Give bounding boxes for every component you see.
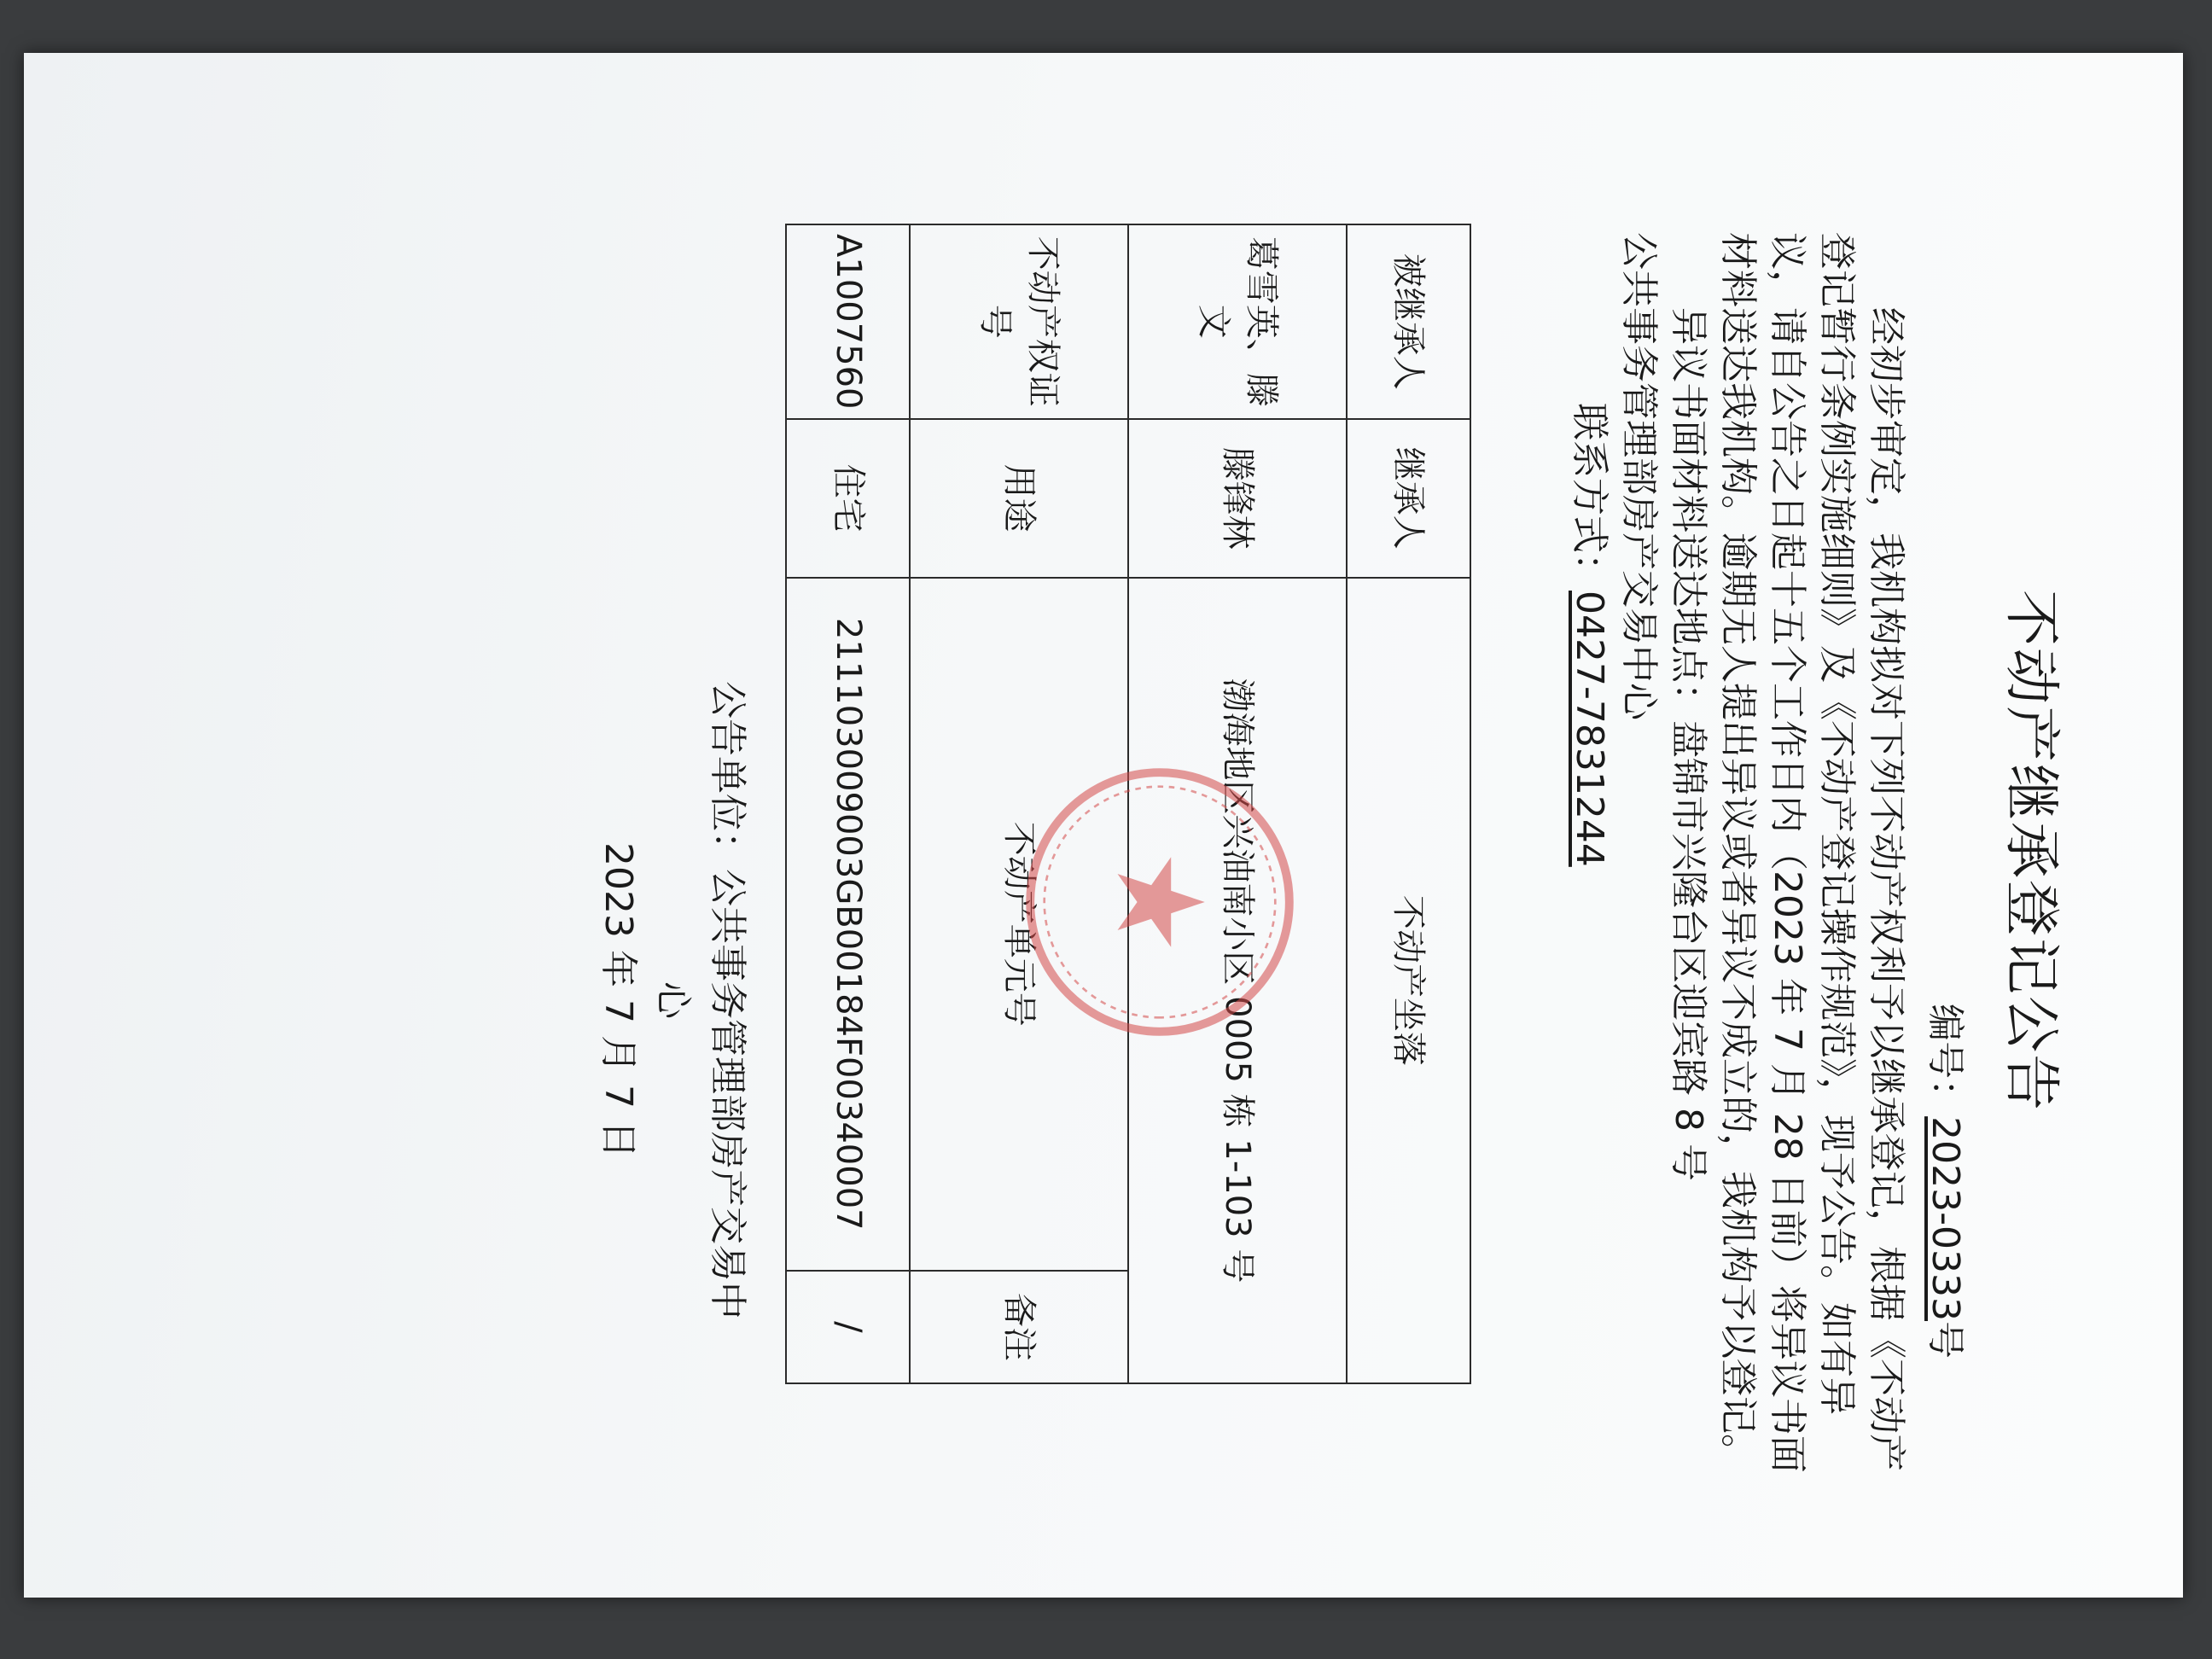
header-decedent: 被继承人 [1347, 224, 1470, 419]
header-cert-number: 不动产权证号 [910, 224, 1128, 419]
objection-address: 异议书面材料送达地点：盘锦市兴隆台区迎宾路 8 号 [1667, 307, 1710, 1181]
header-heir: 继承人 [1347, 419, 1470, 578]
table-row [786, 224, 910, 1383]
document-number [1922, 1004, 1976, 1359]
contact-label: 联系方式： [1568, 403, 1611, 591]
cell-heir: 滕锋林 [1128, 419, 1347, 578]
notice-document [0, 79, 2137, 1623]
number-value: 2023-0333 [1924, 1116, 1967, 1321]
cell-usage: 住宅 [786, 419, 910, 578]
header-usage: 用途 [910, 419, 1128, 578]
issuing-unit: 公告单位：公共事务管理部房产交易中心 [651, 681, 749, 1319]
cell-cert-number: A1007560 [786, 224, 910, 419]
document-sheet [24, 53, 2183, 1598]
cell-remarks: / [786, 1271, 910, 1383]
number-label: 编号： [1924, 1004, 1967, 1117]
contact-line [1564, 232, 1614, 1478]
issue-date: 2023 年 7 月 7 日 [597, 842, 640, 1158]
official-seal-icon [1019, 761, 1301, 1043]
contact-phone: 0427-7831244 [1568, 591, 1611, 867]
body-paragraph: 经初步审定，我机构拟对下列不动产权利予以继承登记，根据《不动产登记暂行条例实施细则》及《不动产登记操作规范》，现予公告。如有异议，请自公告之日起十五个工作日内（2023 年 7 月 28 日前）将异议书面材料送达我机构。逾期无人提出异议或者异议不成立的，我机构予以登记。 [1716, 232, 1908, 1473]
organization-line: 公共事务管理部房产交易中心 [1617, 232, 1661, 720]
header-location: 不动产坐落 [1347, 578, 1470, 1383]
cell-unit-number: 211103009003GB00184F00340007 [786, 578, 910, 1271]
number-suffix: 号 [1924, 1321, 1967, 1359]
header-remarks: 备注 [910, 1271, 1128, 1383]
table-header-row [1347, 224, 1470, 1383]
cell-decedent: 葛雪英、滕文 [1128, 224, 1347, 419]
document-title: 不动产继承登记公告 [1999, 590, 2064, 1112]
header-unit-number: 不动产单元号 [910, 578, 1128, 1271]
cell-location: 渤海地区兴油南小区 0005 栋 1-103 号 [1128, 578, 1347, 1383]
notice-footer [591, 676, 754, 1324]
notice-body [1564, 232, 1911, 1478]
